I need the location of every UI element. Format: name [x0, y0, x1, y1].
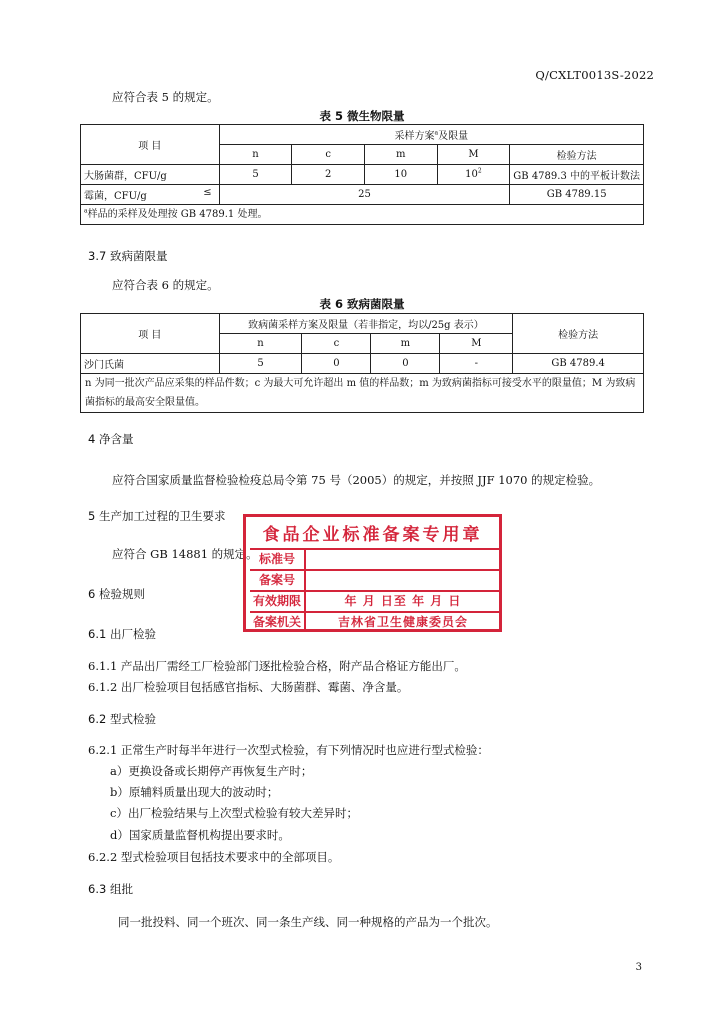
table5-row1-m: 10 — [364, 165, 437, 185]
table5-intro: 应符合表 5 的规定。 — [112, 90, 219, 104]
list-item: c）出厂检验结果与上次型式检验有较大差异时； — [110, 806, 358, 820]
stamp-row-standard-no — [250, 548, 499, 569]
table5-row1-M: $10^2$ — [437, 165, 510, 185]
section-4-title: 4 净含量 — [88, 432, 134, 446]
section-3-7-text: 应符合表 6 的规定。 — [112, 278, 219, 292]
table5-col-n: n — [219, 145, 292, 165]
table5-row1-item: 大肠菌群，CFU/g — [81, 165, 220, 185]
section-6-1-2: 6.1.2 出厂检验项目包括感官指标、大肠菌群、霉菌、净含量。 — [88, 680, 409, 694]
section-3-7-title: 3.7 致病菌限量 — [88, 249, 168, 263]
table5-method-header: 检验方法 — [510, 145, 644, 165]
table6-caption: 表 6 致病菌限量 — [319, 297, 405, 311]
table5-item-header: 项 目 — [81, 125, 220, 165]
list-item: a）更换设备或长期停产再恢复生产时； — [110, 764, 313, 778]
section-6-1-title: 6.1 出厂检验 — [88, 627, 156, 641]
table5-note: $^a$样品的采样及处理按 GB 4789.1 处理。 — [81, 205, 644, 225]
section-5-text: 应符合 GB 14881 的规定。 — [112, 547, 258, 561]
standard-code: Q/CXLT0013S-2022 — [535, 68, 654, 82]
table5-row1-c: 2 — [292, 165, 365, 185]
table6-method-header: 检验方法 — [513, 314, 644, 354]
table6-item-header: 项 目 — [81, 314, 220, 354]
table6-col-n: n — [219, 334, 302, 354]
table5-col-c: c — [292, 145, 365, 165]
table6-col-c: c — [302, 334, 371, 354]
stamp-row-authority — [250, 611, 499, 632]
table6 — [80, 313, 644, 413]
table6-row1-n: 5 — [219, 354, 302, 374]
stamp-value — [308, 571, 498, 590]
list-item: b）原辅料质量出现大的波动时； — [110, 785, 279, 799]
stamp-label: 备案机关 — [250, 613, 306, 632]
stamp-label: 标准号 — [250, 550, 306, 569]
stamp-row-filing-no — [250, 569, 499, 590]
section-6-1-1: 6.1.1 产品出厂需经工厂检验部门逐批检验合格，附产品合格证方能出厂。 — [88, 659, 466, 673]
section-6-3-text: 同一批投料、同一个班次、同一条生产线、同一种规格的产品为一个批次。 — [118, 915, 498, 929]
table6-note: n 为同一批次产品应采集的样品件数；c 为最大可允许超出 m 值的样品数；m 为致病菌指标可接受水平的限量值；M 为致病菌指标的最高安全限量值。 — [81, 374, 644, 413]
table5-plan-header: 采样方案$^a$及限量 — [219, 125, 643, 145]
table6-row1-method: GB 4789.4 — [513, 354, 644, 374]
table5-row2-method: GB 4789.15 — [510, 185, 644, 205]
table6-row1-M: - — [440, 354, 513, 374]
stamp-title: 食品企业标准备案专用章 — [262, 525, 483, 545]
table5-row2-item: 霉菌，CFU/g ≤ — [81, 185, 220, 205]
table-row — [81, 354, 644, 374]
list-item: d）国家质量监督机构提出要求时。 — [110, 828, 290, 842]
table6-row1-c: 0 — [302, 354, 371, 374]
section-6-title: 6 检验规则 — [88, 587, 145, 601]
section-5-title: 5 生产加工过程的卫生要求 — [88, 509, 226, 523]
section-6-3-title: 6.3 组批 — [88, 882, 133, 896]
table5-caption: 表 5 微生物限量 — [319, 109, 405, 123]
stamp-value: 吉林省卫生健康委员会 — [337, 615, 468, 629]
table5-col-M: M — [437, 145, 510, 165]
table5 — [80, 124, 644, 225]
stamp-label: 有效期限 — [250, 592, 306, 611]
table5-row1-method: GB 4789.3 中的平板计数法 — [510, 165, 644, 185]
stamp-label: 备案号 — [250, 571, 306, 590]
table6-row1-item: 沙门氏菌 — [81, 354, 220, 374]
section-6-2-2: 6.2.2 型式检验项目包括技术要求中的全部项目。 — [88, 850, 340, 864]
table5-row1-n: 5 — [219, 165, 292, 185]
section-6-2-1: 6.2.1 正常生产时每半年进行一次型式检验，有下列情况时也应进行型式检验： — [88, 743, 489, 757]
filing-stamp — [243, 514, 502, 632]
table6-col-m: m — [371, 334, 440, 354]
table-row — [81, 185, 644, 205]
table6-row1-m: 0 — [371, 354, 440, 374]
stamp-value: 年 月 日至 年 月 日 — [344, 594, 462, 608]
section-6-2-title: 6.2 型式检验 — [88, 712, 156, 726]
table5-col-m: m — [364, 145, 437, 165]
table6-plan-header: 致病菌采样方案及限量（若非指定，均以/25g 表示） — [219, 314, 513, 334]
stamp-value — [308, 550, 498, 569]
table-row — [81, 165, 644, 185]
page-number: 3 — [635, 962, 642, 973]
table6-col-M: M — [440, 334, 513, 354]
section-4-text: 应符合国家质量监督检验检疫总局令第 75 号（2005）的规定，并按照 JJF 1070 的规定检验。 — [112, 473, 601, 487]
stamp-row-validity — [250, 590, 499, 611]
table5-row2-limit: 25 — [219, 185, 510, 205]
